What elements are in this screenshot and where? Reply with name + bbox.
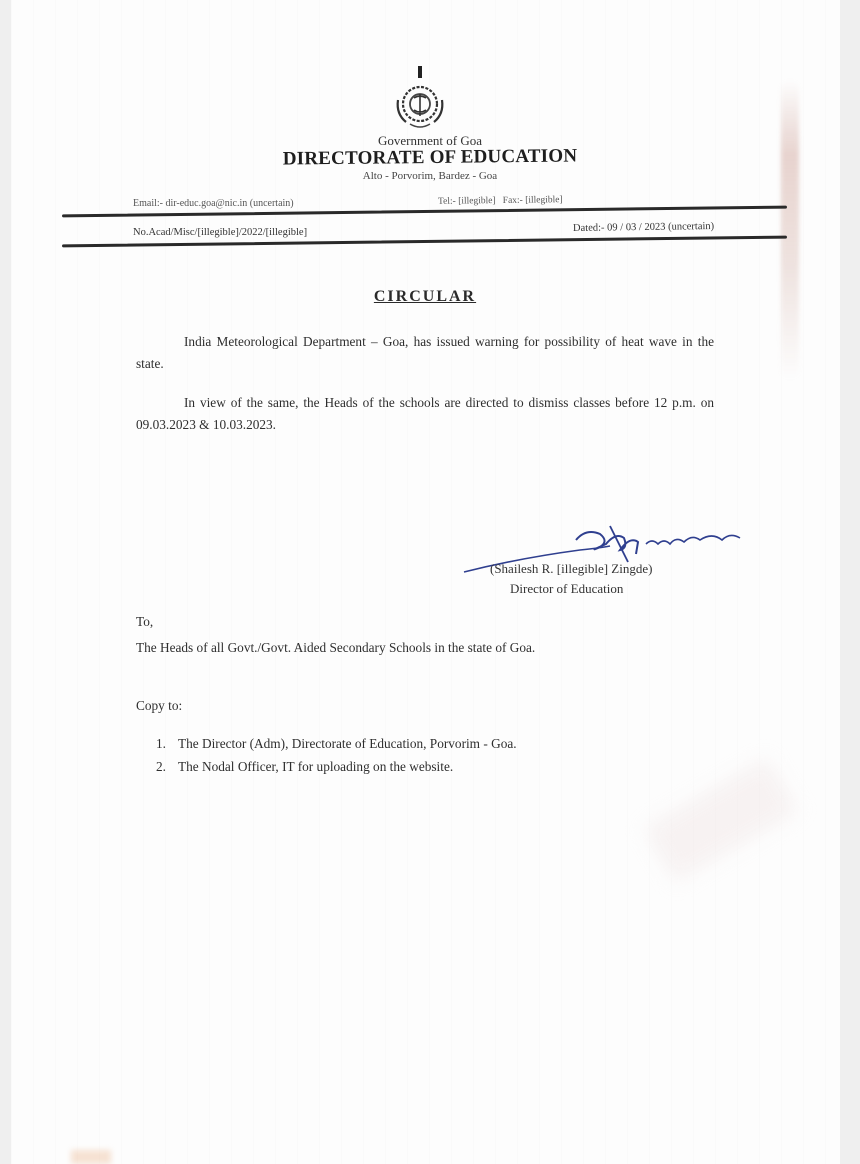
fax: Fax:- [illegible]	[502, 195, 563, 206]
circular-title: CIRCULAR	[373, 288, 477, 305]
department-address: Alto - Porvorim, Bardez - Goa	[362, 170, 498, 182]
signatory-designation: Director of Education	[510, 581, 624, 596]
copy-to-label: Copy to:	[136, 698, 183, 713]
department-name: DIRECTORATE OF EDUCATION	[282, 145, 578, 170]
paper-stain	[781, 80, 799, 380]
reference-number: No.Acad/Misc/[illegible]/2022/[illegible]	[133, 227, 308, 238]
list-item: 2. The Nodal Officer, IT for uploading on the website.	[156, 759, 454, 774]
recipients: The Heads of all Govt./Govt. Aided Secondary Schools in the state of Goa.	[136, 640, 536, 655]
telephone: Tel:- [illegible]	[437, 196, 496, 207]
goa-state-emblem-icon	[392, 66, 448, 134]
circular-paragraph: In view of the same, the Heads of the schools are directed to dismiss classes before 12 p.m. on 09.03.2023 & 10.03.2023.	[136, 395, 714, 432]
copy-to-list	[156, 732, 517, 778]
list-item: 1. The Director (Adm), Directorate of Education, Porvorim - Goa.	[156, 736, 517, 751]
signatory-name: (Shailesh R. [illegible] Zingde)	[490, 561, 653, 576]
to-label: To,	[136, 614, 154, 629]
circular-paragraph: India Meteorological Department – Goa, has issued warning for possibility of heat wave in the state.	[136, 334, 714, 371]
paper-stain	[71, 1150, 111, 1164]
issue-date: Dated:- 09 / 03 / 2023 (uncertain)	[572, 221, 715, 234]
government-name: Government of Goa	[378, 133, 482, 148]
paper-smudge	[645, 759, 796, 881]
contact-phone-fax	[438, 195, 563, 207]
contact-email: Email:- dir-educ.goa@nic.in (uncertain)	[133, 198, 294, 209]
